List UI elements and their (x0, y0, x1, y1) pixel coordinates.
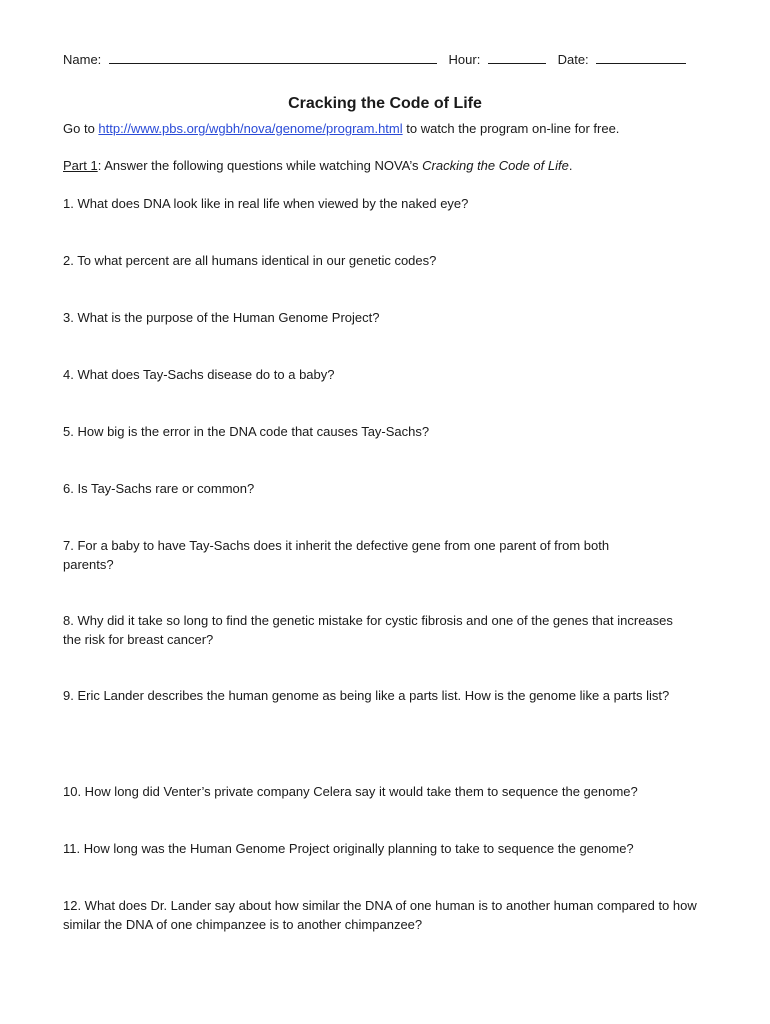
question-12: 12. What does Dr. Lander say about how similar the DNA of one human is to another human compared to how similar the DNA of one chimpanzee is to another chimpanzee? (63, 898, 697, 932)
part1-text: Answer the following questions while watching NOVA’s (101, 158, 423, 173)
hour-label: Hour: (448, 52, 481, 67)
question-10: 10. How long did Venter’s private company Celera say it would take them to sequence the genome? (63, 784, 638, 799)
page-title: Cracking the Code of Life (288, 95, 482, 112)
question-9: 9. Eric Lander describes the human genome as being like a parts list. How is the genome like a parts list? (63, 688, 670, 703)
question-5: 5. How big is the error in the DNA code that causes Tay-Sachs? (63, 424, 430, 439)
date-blank[interactable] (596, 50, 686, 64)
question-11: 11. How long was the Human Genome Project originally planning to take to sequence the genome? (63, 841, 634, 856)
question-8: 8. Why did it take so long to find the genetic mistake for cystic fibrosis and one of the genes that increases the risk for breast cancer? (63, 613, 673, 647)
name-blank[interactable] (109, 50, 437, 64)
program-title: Cracking the Code of Life (422, 158, 569, 173)
part1-instructions (63, 156, 723, 175)
date-label: Date: (557, 52, 589, 67)
question-4: 4. What does Tay-Sachs disease do to a baby? (63, 367, 335, 382)
part1-label: Part 1 (63, 158, 98, 173)
program-link[interactable]: http://www.pbs.org/wgbh/nova/genome/program.html (98, 121, 403, 136)
intro-suffix: to watch the program on-line for free. (402, 121, 620, 136)
header-fields (63, 50, 686, 67)
intro-line (63, 119, 723, 138)
question-7: 7. For a baby to have Tay-Sachs does it inherit the defective gene from one parent of from both parents? (63, 538, 610, 572)
part1-end: . (568, 158, 573, 173)
intro-prefix: Go to (63, 121, 99, 136)
question-6: 6. Is Tay-Sachs rare or common? (63, 481, 255, 496)
question-2: 2. To what percent are all humans identical in our genetic codes? (63, 253, 437, 268)
hour-blank[interactable] (488, 50, 546, 64)
question-1: 1. What does DNA look like in real life when viewed by the naked eye? (63, 196, 469, 211)
name-label: Name: (63, 52, 102, 67)
question-3: 3. What is the purpose of the Human Genome Project? (63, 310, 380, 325)
part1-colon: : (97, 158, 102, 173)
